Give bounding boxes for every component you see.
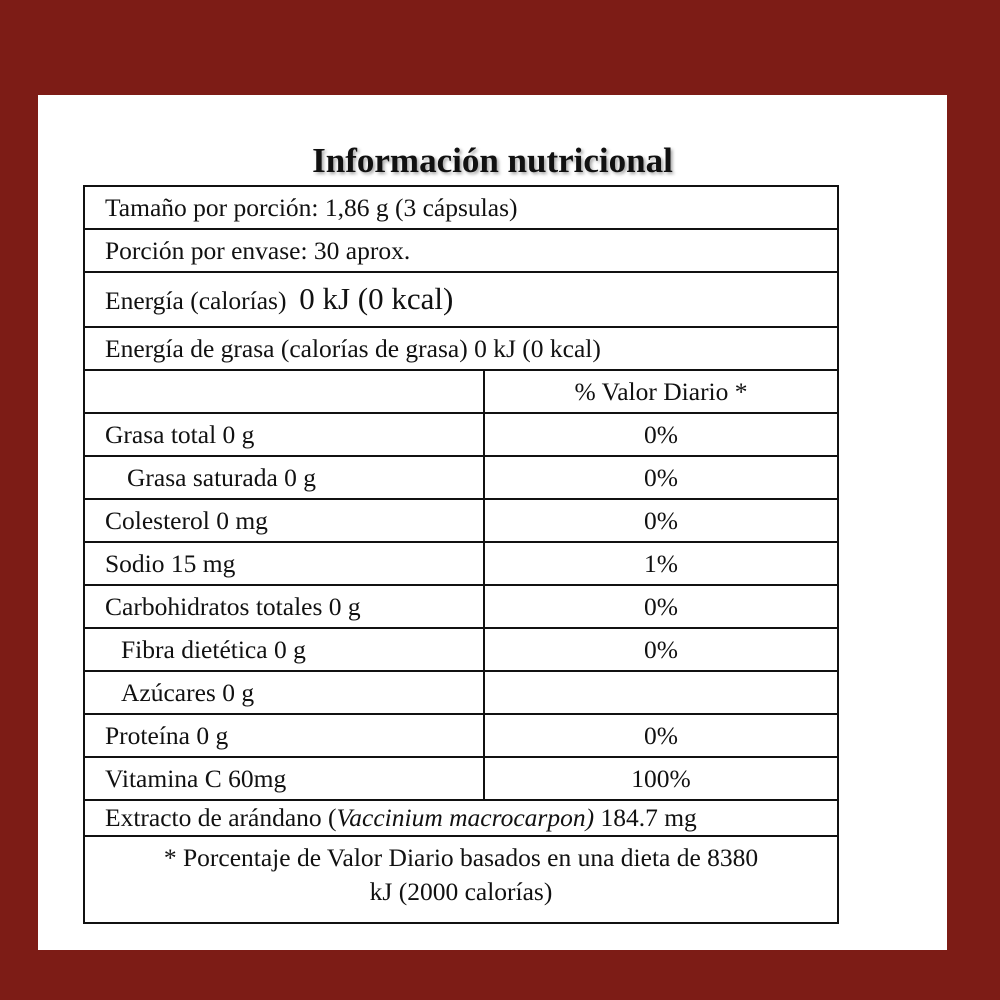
nutrient-label: Fibra dietética 0 g — [84, 628, 484, 671]
nutrient-dv: 0% — [484, 585, 838, 628]
energy-cell — [84, 272, 838, 327]
servings-per-container-row — [84, 229, 838, 272]
extract-amount: 184.7 mg — [594, 803, 697, 832]
table-row — [84, 585, 838, 628]
fat-energy-row — [84, 327, 838, 370]
footnote-row — [84, 836, 838, 923]
nutrient-label: Grasa saturada 0 g — [84, 456, 484, 499]
energy-value: 0 kJ (0 kcal) — [299, 280, 454, 316]
energy-label: Energía (calorías) — [105, 285, 287, 315]
label-title: Información nutricional — [312, 141, 673, 180]
nutrient-label: Grasa total 0 g — [84, 413, 484, 456]
dv-header-blank — [84, 370, 484, 413]
table-row — [84, 671, 838, 714]
energy-row — [84, 272, 838, 327]
nutrient-dv: 0% — [484, 499, 838, 542]
nutrition-facts-table — [83, 185, 839, 924]
footnote-line-1: * Porcentaje de Valor Diario basados en una dieta de 8380 — [163, 843, 759, 872]
nutrient-label: Azúcares 0 g — [84, 671, 484, 714]
nutrient-dv: 100% — [484, 757, 838, 800]
serving-size: Tamaño por porción: 1,86 g (3 cápsulas) — [84, 186, 838, 229]
table-row — [84, 499, 838, 542]
nutrient-label: Proteína 0 g — [84, 714, 484, 757]
extract-row — [84, 800, 838, 836]
table-row — [84, 714, 838, 757]
extract-cell — [84, 800, 838, 836]
footnote-line-2: kJ (2000 calorías) — [369, 877, 553, 906]
table-row — [84, 456, 838, 499]
nutrient-label: Carbohidratos totales 0 g — [84, 585, 484, 628]
nutrient-label: Colesterol 0 mg — [84, 499, 484, 542]
table-row — [84, 628, 838, 671]
nutrient-dv: 0% — [484, 714, 838, 757]
dv-header: % Valor Diario * — [484, 370, 838, 413]
nutrient-label: Vitamina C 60mg — [84, 757, 484, 800]
extract-prefix: Extracto de arándano ( — [105, 803, 337, 832]
nutrient-dv: 0% — [484, 628, 838, 671]
dv-header-row — [84, 370, 838, 413]
table-row — [84, 542, 838, 585]
nutrition-label-panel — [38, 95, 947, 950]
footnote-cell — [84, 836, 838, 923]
nutrient-dv — [484, 671, 838, 714]
fat-energy: Energía de grasa (calorías de grasa) 0 kJ (0 kcal) — [84, 327, 838, 370]
nutrient-dv: 0% — [484, 456, 838, 499]
servings-per-container: Porción por envase: 30 aprox. — [84, 229, 838, 272]
serving-size-row — [84, 186, 838, 229]
table-row — [84, 413, 838, 456]
nutrient-dv: 1% — [484, 542, 838, 585]
nutrient-label: Sodio 15 mg — [84, 542, 484, 585]
nutrient-dv: 0% — [484, 413, 838, 456]
extract-species: Vaccinium macrocarpon) — [336, 803, 595, 832]
table-row — [84, 757, 838, 800]
